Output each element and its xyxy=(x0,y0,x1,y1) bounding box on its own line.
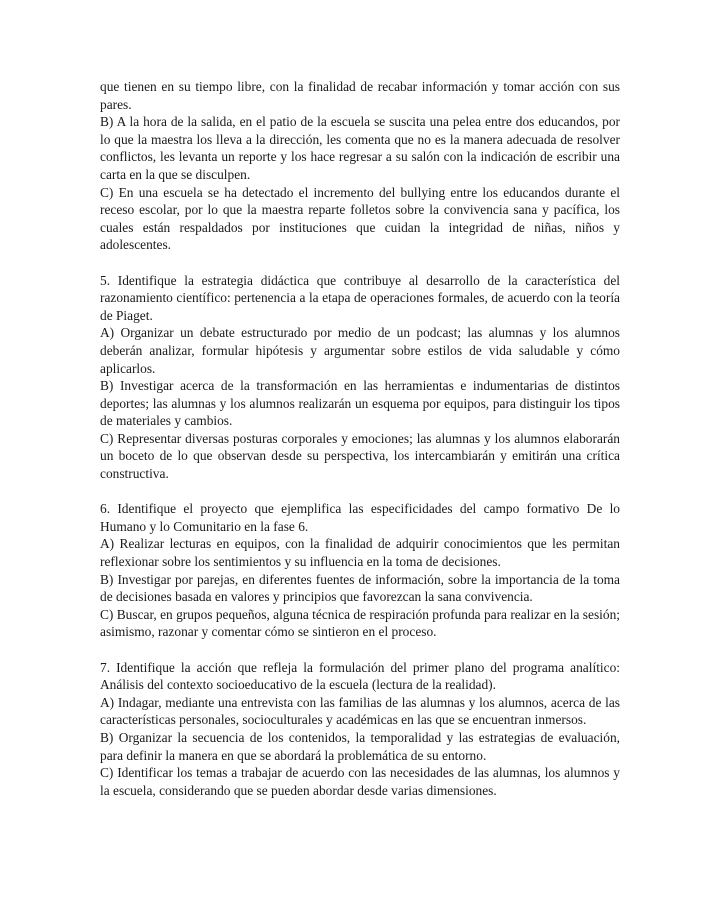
previous-question-options xyxy=(100,78,620,254)
question-6 xyxy=(100,500,620,641)
question-7-option-b: B) Organizar la secuencia de los contenidos, la temporalidad y las estrategias de evaluación, para definir la manera en que se abordará la problemática de su entorno. xyxy=(100,729,620,763)
question-7-prompt: 7. Identifique la acción que refleja la formulación del primer plano del programa analítico: Análisis del contexto socioeducativo de la escuela (lectura de la realidad). xyxy=(100,659,620,693)
question-5-option-c: C) Representar diversas posturas corporales y emociones; las alumnas y los alumnos elaborarán un boceto de lo que observan desde su perspectiva, los intercambiarán y emitirán una crítica constructiva. xyxy=(100,430,620,482)
question-5-option-a: A) Organizar un debate estructurado por medio de un podcast; las alumnas y los alumnos deberán analizar, formular hipótesis y argumentar sobre estilos de vida saludable y cómo aplicarlos. xyxy=(100,325,620,376)
question-7-option-a: A) Indagar, mediante una entrevista con las familias de las alumnas y los alumnos, acerca de las características personales, socioculturales y académicas en las que se encuentran inmersos. xyxy=(100,694,620,728)
question-7 xyxy=(100,659,620,800)
question-6-option-b: B) Investigar por parejas, en diferentes fuentes de información, sobre la importancia de la toma de decisiones basada en valores y principios que favorezcan la sana convivencia. xyxy=(100,571,620,605)
document-page xyxy=(100,78,620,799)
question-5 xyxy=(100,272,620,483)
question-6-prompt: 6. Identifique el proyecto que ejemplifica las especificidades del campo formativo De lo Humano y lo Comunitario en la fase 6. xyxy=(100,501,620,534)
option-b: B) A la hora de la salida, en el patio de la escuela se suscita una pelea entre dos educandos, por lo que la maestra los lleva a la dirección, les comenta que no es la manera adecuada de resolver conflictos, les levanta un reporte y los hace regresar a su salón con la indicación de escribir una carta en la que se disculpen. xyxy=(100,114,620,182)
question-6-option-a: A) Realizar lecturas en equipos, con la finalidad de adquirir conocimientos que les permitan reflexionar sobre los sentimientos y su influencia en la toma de decisiones. xyxy=(100,536,620,570)
option-c: C) En una escuela se ha detectado el incremento del bullying entre los educandos durante el receso escolar, por lo que la maestra reparte folletos sobre la convivencia sana y pacífica, los cuales están respaldados por instituciones que cuidan la integridad de niñas, niños y adolescentes. xyxy=(100,184,620,253)
question-5-option-b: B) Investigar acerca de la transformación en las herramientas e indumentarias de distintos deportes; las alumnas y los alumnos realizarán un esquema por equipos, para distinguir los tipos de materiales y cambios. xyxy=(100,378,620,429)
question-5-prompt: 5. Identifique la estrategia didáctica que contribuye al desarrollo de la característica del razonamiento científico: pertenencia a la etapa de operaciones formales, de acuerdo con la teoría de Piaget. xyxy=(100,272,620,323)
question-6-option-c: C) Buscar, en grupos pequeños, alguna técnica de respiración profunda para realizar en la sesión; asimismo, razonar y comentar cómo se sintieron en el proceso. xyxy=(100,606,621,640)
question-7-option-c: C) Identificar los temas a trabajar de acuerdo con las necesidades de las alumnas, los alumnos y la escuela, considerando que se pueden abordar desde varias dimensiones. xyxy=(100,765,620,798)
option-a-continuation: que tienen en su tiempo libre, con la finalidad de recabar información y tomar acción con sus pares. xyxy=(100,79,620,112)
